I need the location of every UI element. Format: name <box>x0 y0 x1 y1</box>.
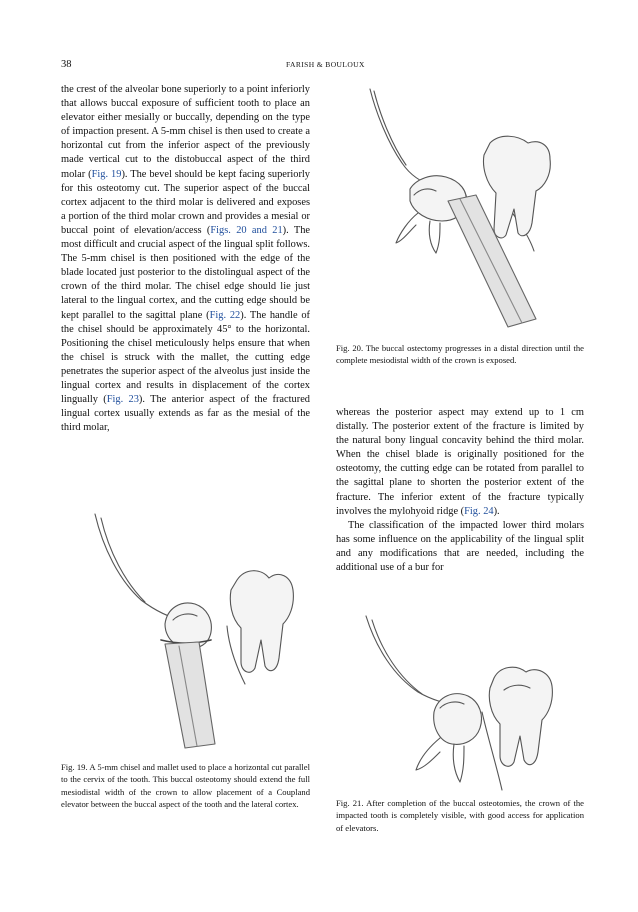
body-paragraph: The classification of the impacted lower third molars has some influence on the applicability of the lingual split and any modifications that are needed, including the additional use of a bur for <box>336 519 584 574</box>
body-paragraph: whereas the posterior aspect may extend up to 1 cm distally. The posterior extent of the fracture is limited by the natural bony lingual concavity behind the third molar. When the chisel blade is originally positioned for the osteotomy, the cutting edge can be rotated from parallel to the sagittal plane to shorten the posterior extent of the fracture. The inferior extent of the fracture typically involves the mylohyoid ridge (Fig. 24). <box>336 407 584 517</box>
running-title: FARISH & BOULOUX <box>286 60 365 69</box>
fig-23-link[interactable]: Fig. 23 <box>106 394 139 406</box>
figure-21-illustration <box>336 608 584 798</box>
figure-20-illustration <box>336 83 584 331</box>
page-number: 38 <box>61 59 72 70</box>
figure-19-illustration <box>61 508 310 753</box>
fig-22-link[interactable]: Fig. 22 <box>209 309 241 321</box>
figure-21-caption: Fig. 21. After completion of the buccal osteotomies, the crown of the impacted tooth is completely visible, with good access for application of elevators. <box>336 798 584 833</box>
body-paragraph: the crest of the alveolar bone superiorly to a point inferiorly that allows buccal exposure of sufficient tooth to place an elevator either mesially or buccally, depending on the type of impaction present. A 5-mm chisel is then used to create a horizontal cut from the inferior aspect of the previously made vertical cut to the distobuccal aspect of the third molar (Fig. 19). The bevel should be kept facing superiorly for this osteotomy cut. The superior aspect of the buccal cortex adjacent to the third molar is delivered and exposes a portion of the third molar crown and provides a mesial or buccal point of elevation/access (Figs. 20 and 21). The most difficult and crucial aspect of the lingual split follows. The 5-mm chisel is then positioned with the edge of the blade located just posterior to the distolingual aspect of the crown of the third molar. The chisel edge should lie just lateral to the lingual cortex, and the cutting edge should be kept parallel to the sagittal plane (Fig. 22). The handle of the chisel should be approximately 45° to the horizontal. Positioning the chisel meticulously helps ensure that when the chisel is struck with the mallet, the cutting edge penetrates the superior aspect of the alveolus just inside the lingual cortex and results in displacement of the cortex lingually (Fig. 23). The anterior aspect of the fractured lingual cortex usually extends as far as the mesial of the third molar, <box>61 84 311 434</box>
figure-20-caption: Fig. 20. The buccal ostectomy progresses in a distal direction until the complete mesiodistal width of the crown is exposed. <box>336 343 584 366</box>
figs-20-21-link[interactable]: Figs. 20 and 21 <box>210 224 283 236</box>
fig-24-link[interactable]: Fig. 24 <box>464 505 494 517</box>
figure-19-caption: Fig. 19. A 5-mm chisel and mallet used to place a horizontal cut parallel to the cervix of the tooth. This buccal osteotomy should extend the full mesiodistal width of the crown to allow placement of a Coupland elevator between the buccal aspect of the tooth and the lateral cortex. <box>61 762 310 810</box>
fig-19-link[interactable]: Fig. 19 <box>91 168 122 180</box>
left-column-text <box>61 83 310 435</box>
right-column-text <box>336 406 584 575</box>
